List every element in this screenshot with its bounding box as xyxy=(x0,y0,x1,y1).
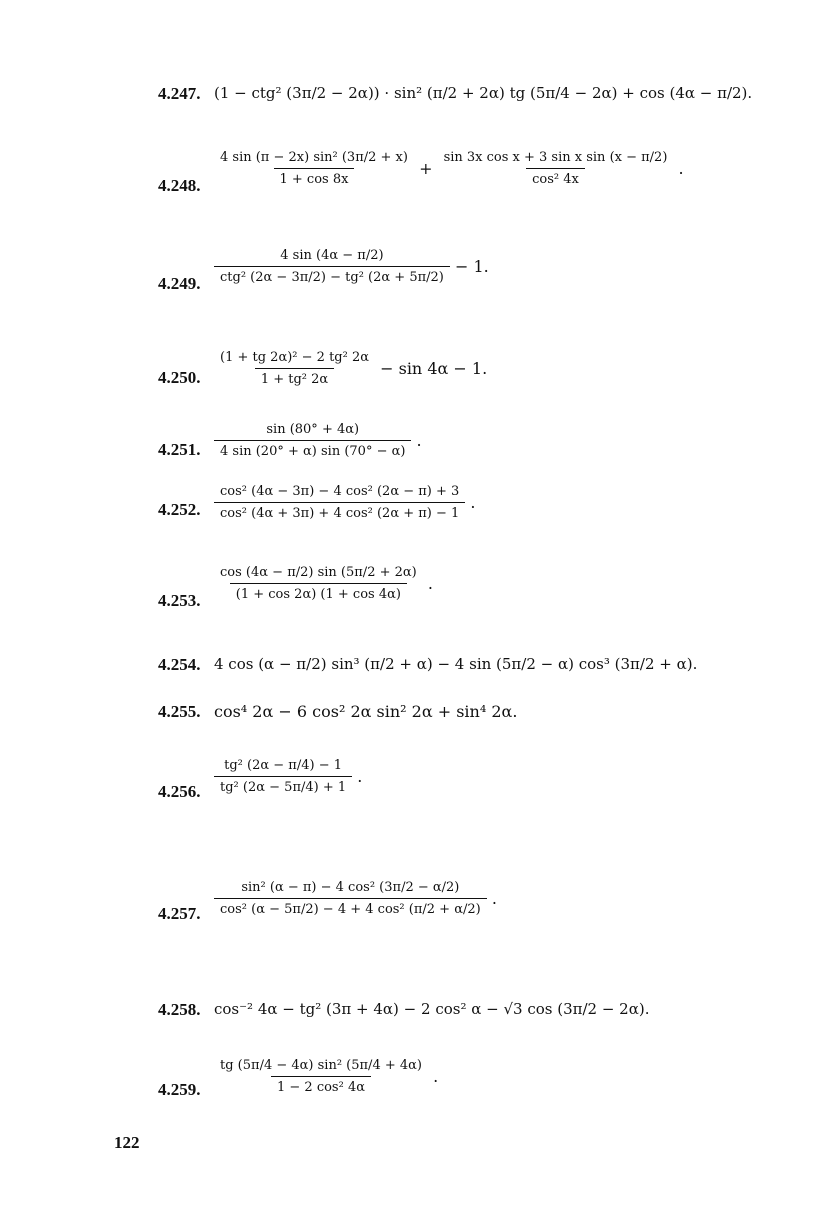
tail: . xyxy=(416,431,422,450)
problem-expression: cos⁴ 2α − 6 cos² 2α sin² 2α + sin⁴ 2α. xyxy=(214,702,518,721)
problem-number: 4.252. xyxy=(158,500,201,519)
problem-expression xyxy=(214,422,422,459)
problem-expression xyxy=(214,248,489,285)
problem-number: 4.248. xyxy=(158,176,201,195)
tail: . xyxy=(357,767,363,786)
numerator: 4 sin (4α − π/2) xyxy=(280,248,384,263)
tail: . xyxy=(470,493,476,512)
problem-number: 4.259. xyxy=(158,1080,201,1099)
tail: . xyxy=(427,574,433,593)
problem-expression xyxy=(214,350,487,387)
problem-number: 4.250. xyxy=(158,368,201,387)
problem-number: 4.258. xyxy=(158,1000,201,1019)
problem-expression xyxy=(214,484,475,521)
tail: . xyxy=(433,1067,439,1086)
numerator: 4 sin (π − 2x) sin² (3π/2 + x) xyxy=(220,150,408,165)
denominator: 1 + cos 8x xyxy=(274,168,355,187)
numerator: cos² (4α − 3π) − 4 cos² (2α − π) + 3 xyxy=(220,484,460,499)
problem-expression xyxy=(214,880,497,917)
tail: − sin 4α − 1. xyxy=(380,359,488,378)
problem-number: 4.255. xyxy=(158,702,201,721)
problem-number: 4.256. xyxy=(158,782,201,801)
problem-expression: cos⁻² 4α − tg² (3π + 4α) − 2 cos² α − √3 cos (3π/2 − 2α). xyxy=(214,1000,650,1018)
fraction xyxy=(214,484,465,521)
fraction xyxy=(214,1058,428,1095)
numerator: sin 3x cos x + 3 sin x sin (x − π/2) xyxy=(443,150,668,165)
problem-expression xyxy=(214,758,362,795)
page-number: 122 xyxy=(114,1133,140,1152)
denominator: cos² (4α + 3π) + 4 cos² (2α + π) − 1 xyxy=(214,502,465,521)
tail: − 1. xyxy=(454,257,489,276)
numerator: sin (80° + 4α) xyxy=(266,422,360,437)
numerator: cos (4α − π/2) sin (5π/2 + 2α) xyxy=(220,565,417,580)
tail: . xyxy=(491,889,497,908)
fraction xyxy=(214,422,411,459)
denominator: (1 + cos 2α) (1 + cos 4α) xyxy=(230,583,407,602)
fraction xyxy=(438,150,674,187)
problem-expression: (1 − ctg² (3π/2 − 2α)) · sin² (π/2 + 2α) tg (5π/4 − 2α) + cos (4α − π/2). xyxy=(214,84,753,102)
numerator: tg² (2α − π/4) − 1 xyxy=(224,758,342,773)
denominator: 1 + tg² 2α xyxy=(255,368,334,387)
problem-expression xyxy=(214,1058,438,1095)
problem-number: 4.254. xyxy=(158,655,201,674)
numerator: tg (5π/4 − 4α) sin² (5π/4 + 4α) xyxy=(220,1058,422,1073)
plus-sign: + xyxy=(419,159,433,178)
problem-expression xyxy=(214,150,684,187)
denominator: tg² (2α − 5π/4) + 1 xyxy=(214,776,352,795)
denominator: 4 sin (20° + α) sin (70° − α) xyxy=(214,440,411,459)
fraction xyxy=(214,880,487,917)
problem-expression xyxy=(214,565,433,602)
problem-number: 4.249. xyxy=(158,274,201,293)
fraction xyxy=(214,350,375,387)
denominator: cos² 4x xyxy=(526,168,585,187)
fraction xyxy=(214,248,450,285)
tail: . xyxy=(678,159,684,178)
problem-number: 4.253. xyxy=(158,591,201,610)
denominator: ctg² (2α − 3π/2) − tg² (2α + 5π/2) xyxy=(214,266,450,285)
problem-number: 4.257. xyxy=(158,904,201,923)
numerator: (1 + tg 2α)² − 2 tg² 2α xyxy=(220,350,370,365)
denominator: cos² (α − 5π/2) − 4 + 4 cos² (π/2 + α/2) xyxy=(214,898,487,917)
fraction xyxy=(214,565,423,602)
problem-expression: 4 cos (α − π/2) sin³ (π/2 + α) − 4 sin (5π/2 − α) cos³ (3π/2 + α). xyxy=(214,655,698,673)
denominator: 1 − 2 cos² 4α xyxy=(271,1076,371,1095)
fraction xyxy=(214,150,414,187)
problem-number: 4.247. xyxy=(158,84,201,103)
problem-number: 4.251. xyxy=(158,440,201,459)
numerator: sin² (α − π) − 4 cos² (3π/2 − α/2) xyxy=(241,880,460,895)
fraction xyxy=(214,758,352,795)
